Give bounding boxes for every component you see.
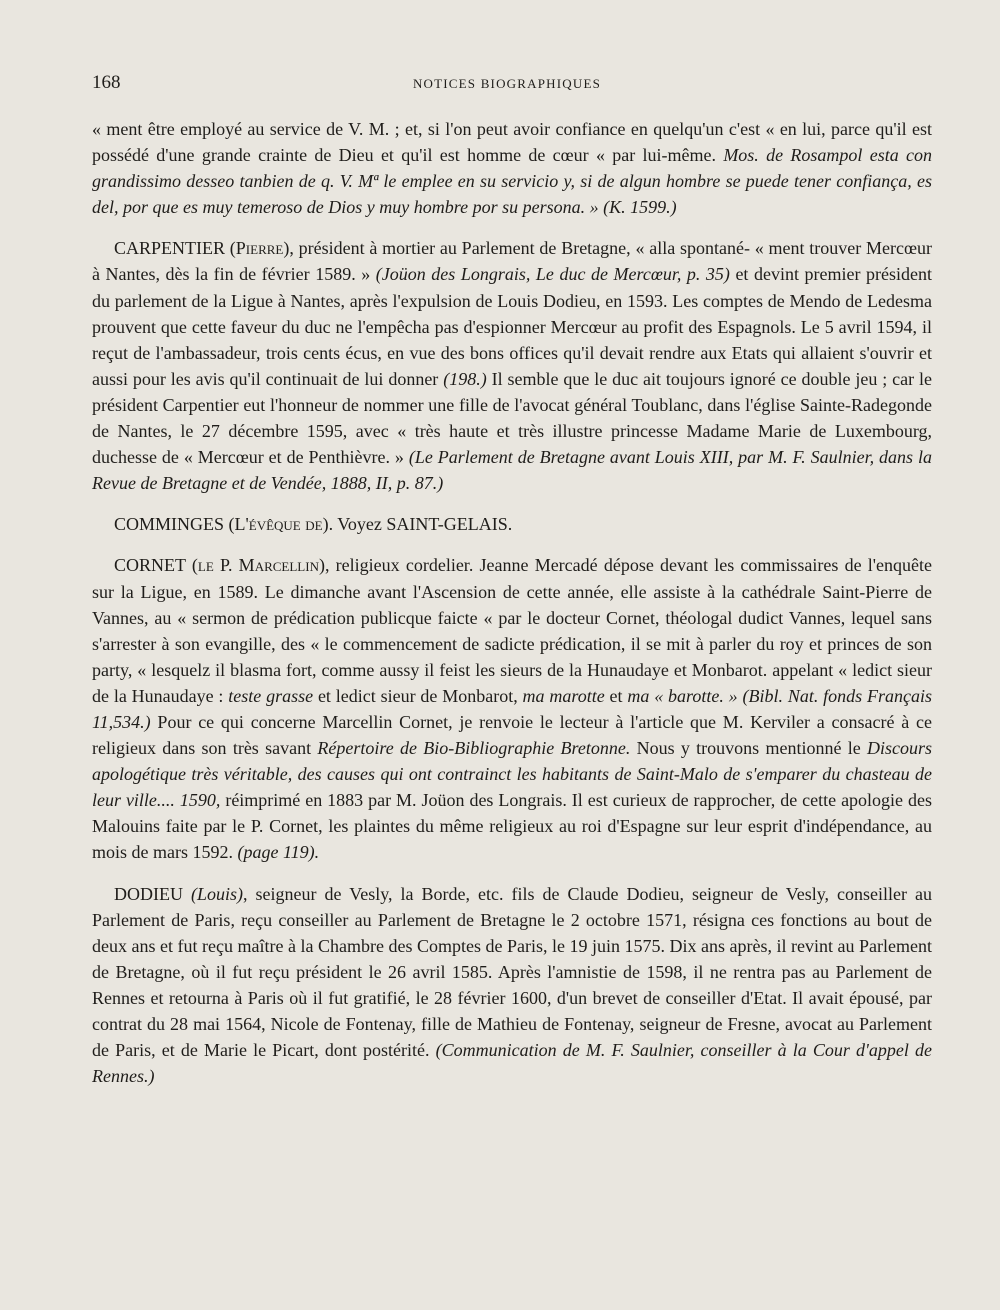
entry-given-name: (le P. Marcellin) xyxy=(191,555,325,576)
entry-cornet xyxy=(92,552,932,865)
page-number: 168 xyxy=(92,72,121,93)
entry-dodieu xyxy=(92,881,932,1090)
italic-run: (198.) xyxy=(443,368,487,389)
italic-run: Répertoire de Bio-Bibliographie Bretonne. xyxy=(317,738,631,759)
entry-name: DODIEU xyxy=(114,883,183,904)
entry-comminges xyxy=(92,511,932,537)
text-run: et devint premier président du parlement de la Ligue à Nantes, après l'expulsion de Louis Dodieu, en 1593. Les comptes de Mendo de Ledesma prouvent que cette faveur du duc ne l'empêcha pas d'espionner Mercœur au profit des Espagnols. Le 5 avril 1594, il reçut de l'ambassadeur, trois cents écus, en vue des bons offices qu'il devait rendre aux Etats qui allaient s'ouvrir et aussi pour les avis qu'il continuait de lui donner xyxy=(92,264,932,389)
page-header xyxy=(92,72,922,98)
text-run: . Voyez SAINT-GELAIS. xyxy=(328,514,513,535)
text-run: Nous y trouvons mentionné le xyxy=(630,738,867,759)
entry-name: COMMINGES xyxy=(114,514,225,535)
text-run: « ment être employé au service de V. M. ; et, si l'on peut avoir confiance en quelqu'un c'est « en lui, parce qu'il est possédé d'une grande crainte de Dieu et qu'il est homme de cœur « par lui-même. xyxy=(92,119,932,166)
entry-carpentier xyxy=(92,235,932,496)
text-run: , président à mortier au Parlement de Bretagne, « alla spontané- « ment trouver Mercœur à Nantes, dès la fin de février 1589. » xyxy=(92,238,932,285)
running-title: NOTICES BIOGRAPHIQUES xyxy=(412,76,602,91)
entry-name: CARPENTIER xyxy=(114,238,226,259)
italic-run: ma marotte xyxy=(522,685,605,706)
entry-given-name: (Pierre) xyxy=(229,238,290,259)
italic-run: (page 119). xyxy=(237,842,320,863)
page-body xyxy=(92,116,932,1104)
italic-run: (Joüon des Longrais, Le duc de Mercœur, p. 35) xyxy=(375,264,730,285)
text-run: , seigneur de Vesly, la Borde, etc. fils de Claude Dodieu, seigneur de Vesly, conseiller au Parlement de Paris, reçu conseiller au Parlement de Bretagne le 2 octobre 1571, résigna ces fonctions au bout de deux ans et fut reçu maître à la Chambre des Comptes de Paris, le 19 juin 1575. Dix ans après, il revint au Parlement de Bretagne, où il fut reçu président le 26 avril 1585. Après l'amnistie de 1598, il ne rentra pas au Parlement de Rennes et retourna à Paris où il fut gratifié, le 28 février 1600, d'un brevet de conseiller d'Etat. Il avait épousé, par contrat du 28 mai 1564, Nicole de Fontenay, fille de Mathieu de Fontenay, seigneur de Fresne, avocat au Parlement de Paris, et de Marie le Picart, dont postérité. xyxy=(92,883,933,1061)
italic-run: ma « barotte. » (Bibl. Nat. fonds Français 11,534.) xyxy=(92,685,932,732)
text-run: réimprimé en 1883 par M. Joüon des Longrais. Il est curieux de rapprocher, de cette apologie des Malouins faite par le P. Cornet, les plaintes du même religieux au roi d'Espagne sur leur esprit d'indépendance, au mois de mars 1592. xyxy=(92,790,932,863)
text-run: et xyxy=(604,685,628,706)
text-run: Il semble que le duc ait toujours ignoré ce double jeu ; car le président Carpentier eut l'honneur de nommer une fille de l'avocat général Toublanc, dans l'église Sainte-Radegonde de Nantes, le 27 décembre 1595, avec « très haute et très illustre princesse Madame Marie de Luxembourg, duchesse de « Mercœur et de Penthièvre. » xyxy=(92,368,933,468)
entry-name: CORNET xyxy=(114,555,186,576)
text-run: , religieux cordelier. Jeanne Mercadé dépose devant les commissaires de l'enquête sur la Ligue, en 1589. Le dimanche avant l'Ascension de cette année, elle assiste à la cathédrale Saint-Pierre de Vannes, au « sermon de prédication publicque faicte « par le docteur Cornet, théologal dudict Vannes, lequel sans s'arrester à son evangille, des « le commencement de sadicte prédication, il se mit à parler du roy et princes de son party, « lesquelz il blasma fort, comme aussy il feist les sieurs de la Hunaudaye et Monbarot. appelant « ledict sieur de la Hunaudaye : xyxy=(92,555,932,706)
italic-run: (Le Parlement de Bretagne avant Louis XIII, par M. F. Saulnier, dans la Revue de Bretagne et de Vendée, 1888, II, p. 87.) xyxy=(92,447,932,494)
continuation-paragraph xyxy=(92,116,932,220)
entry-given-name: (Louis) xyxy=(191,883,244,904)
italic-run: teste grasse xyxy=(228,685,314,706)
text-run: et ledict sieur de Monbarot, xyxy=(313,685,523,706)
text-run: Pour ce qui concerne Marcellin Cornet, je renvoie le lecteur à l'article que M. Kerviler a consacré à ce religieux dans son très savant xyxy=(92,711,932,759)
italic-run: Mos. de Rosampol esta con grandissimo desseo tanbien de q. V. Mª le emplee en su servicio y, si de algun hombre se puede tener confiança, es del, por que es muy temeroso de Dios y muy hombre por su persona. » (K. 1599.) xyxy=(92,145,932,218)
italic-run: Discours apologétique très véritable, des causes qui ont contrainct les habitants de Saint-Malo de s'emparer du chasteau de leur ville.... 1590, xyxy=(92,738,933,811)
entry-given-name: (L'évêque de) xyxy=(228,514,329,535)
italic-run: (Communication de M. F. Saulnier, conseiller à la Cour d'appel de Rennes.) xyxy=(92,1040,932,1087)
